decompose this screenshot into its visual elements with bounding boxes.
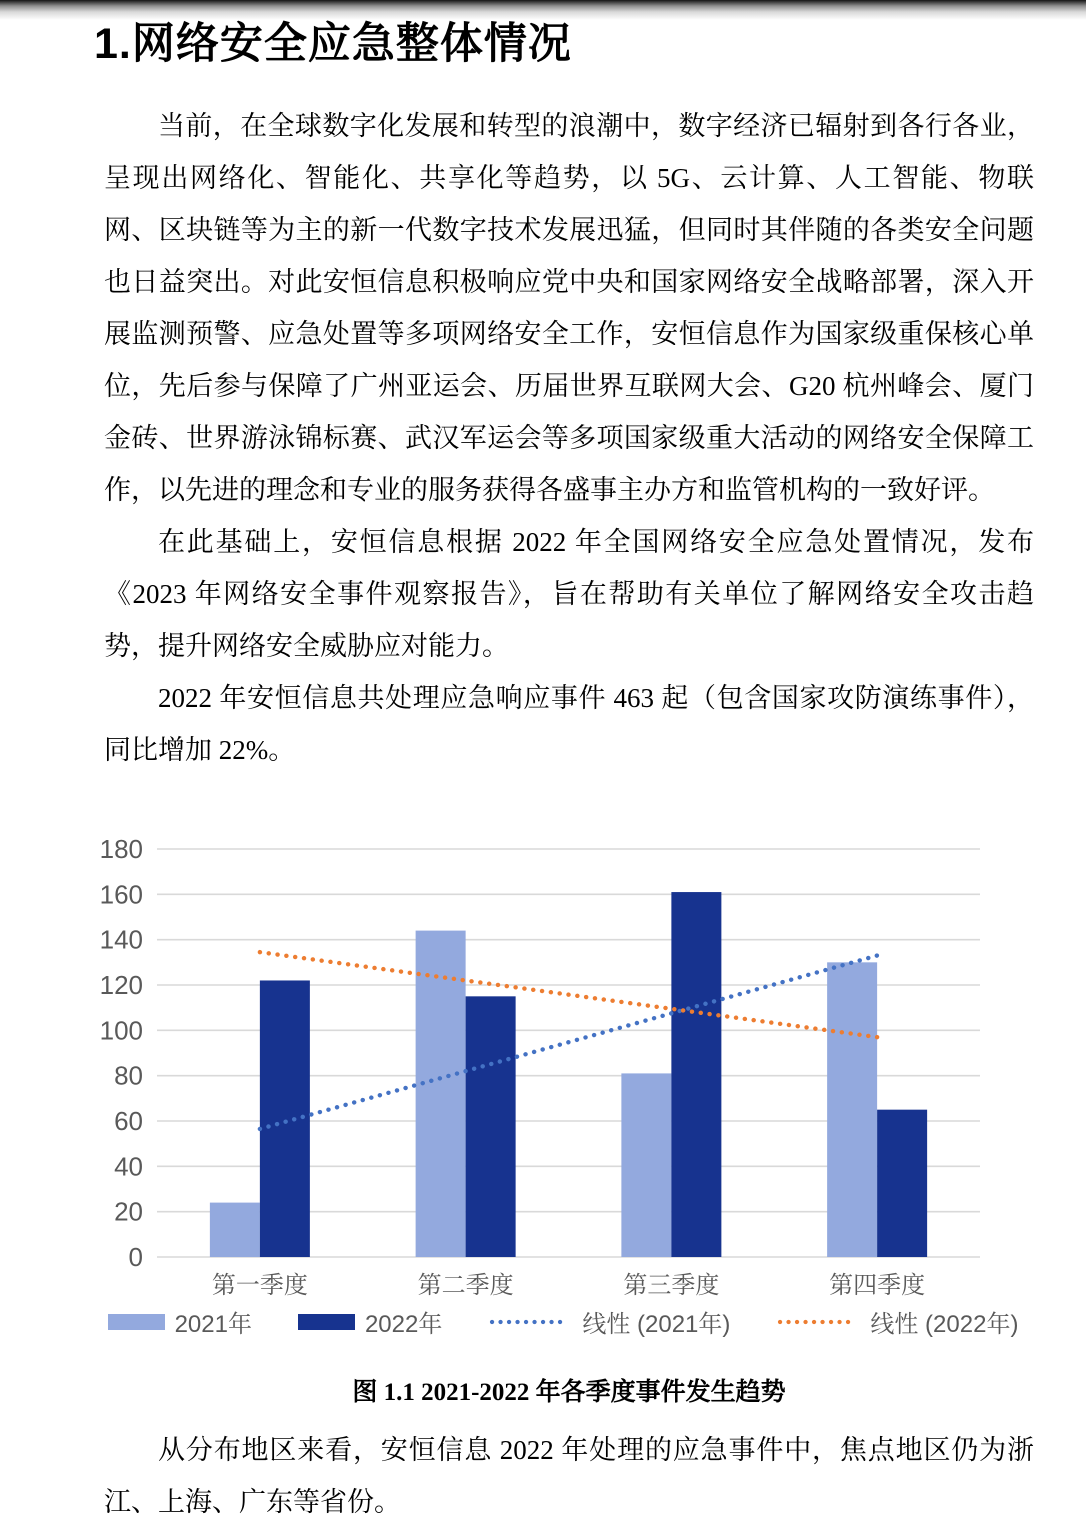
x-category-label-第四季度: 第四季度 [829, 1272, 926, 1298]
x-category-label-第三季度: 第三季度 [623, 1272, 720, 1298]
y-tick-label-140: 140 [99, 924, 143, 955]
x-category-label-第一季度: 第一季度 [211, 1272, 308, 1298]
y-tick-label-160: 160 [99, 879, 143, 910]
bar-2022年-第三季度 [671, 892, 721, 1257]
body-text [104, 100, 1034, 776]
y-tick-label-80: 80 [114, 1060, 143, 1091]
chart-plot-area [0, 838, 1086, 1298]
bar-2021年-第三季度 [621, 1073, 671, 1257]
y-tick-label-100: 100 [99, 1015, 143, 1046]
trendline-线性 (2022年) [260, 952, 877, 1037]
legend-swatch-dotted-line [488, 1317, 572, 1327]
x-category-label-第二季度: 第二季度 [417, 1272, 514, 1298]
y-tick-label-20: 20 [114, 1196, 143, 1227]
section-title: 1.网络安全应急整体情况 [94, 20, 572, 68]
legend-item-线性 (2022年) [776, 1304, 1018, 1339]
legend-item-2022年 [298, 1304, 442, 1339]
paragraph-report-release: 在此基础上，安恒信息根据 2022 年全国网络安全应急处置情况，发布《2023 年网络安全事件观察报告》，旨在帮助有关单位了解网络安全攻击趋势，提升网络安全威胁应对能力。 [104, 527, 1034, 661]
legend-label: 2021年 [174, 1311, 252, 1338]
bar-2021年-第一季度 [210, 1203, 260, 1257]
bar-2021年-第四季度 [827, 962, 877, 1257]
y-tick-label-180: 180 [99, 838, 143, 864]
chart-legend [20, 1304, 1086, 1339]
body-text-after-figure [104, 1424, 1034, 1528]
paragraph-regions: 从分布地区来看，安恒信息 2022 年处理的应急事件中，焦点地区仍为浙江、上海、广东等省份。 [104, 1435, 1034, 1517]
paragraph-incident-count: 2022 年安恒信息共处理应急响应事件 463 起（包含国家攻防演练事件），同比增加 22%。 [104, 683, 1034, 765]
trendline-线性 (2021年) [260, 956, 877, 1129]
bar-2022年-第二季度 [466, 996, 516, 1257]
legend-label: 线性 (2021年) [582, 1311, 731, 1338]
legend-item-线性 (2021年) [488, 1304, 730, 1339]
legend-swatch-bar [108, 1314, 165, 1330]
legend-label: 线性 (2022年) [870, 1311, 1019, 1338]
quarterly-events-chart [0, 838, 1086, 1343]
legend-swatch-dotted-line [776, 1317, 860, 1327]
y-tick-label-120: 120 [99, 970, 143, 1000]
legend-swatch-bar [298, 1314, 355, 1330]
y-tick-label-0: 0 [128, 1242, 143, 1272]
y-tick-label-60: 60 [114, 1106, 143, 1136]
y-tick-label-40: 40 [114, 1151, 143, 1182]
paragraph-intro: 当前，在全球数字化发展和转型的浪潮中，数字经济已辐射到各行各业，呈现出网络化、智能化、共享化等趋势，以 5G、云计算、人工智能、物联网、区块链等为主的新一代数字技术发展迅猛，但同时其伴随的各类安全问题也日益突出。对此安恒信息积极响应党中央和国家网络安全战略部署，深入开展监测预警、应急处置等多项网络安全工作，安恒信息作为国家级重保核心单位，先后参与保障了广州亚运会、历届世界互联网大会、G20 杭州峰会、厦门金砖、世界游泳锦标赛、武汉军运会等多项国家级重大活动的网络安全保障工作，以先进的理念和专业的服务获得各盛事主办方和监管机构的一致好评。 [104, 111, 1034, 505]
figure-caption: 图 1.1 2021-2022 年各季度事件发生趋势 [352, 1379, 786, 1406]
bar-2022年-第四季度 [877, 1110, 927, 1257]
legend-label: 2022年 [364, 1311, 443, 1338]
bar-2021年-第二季度 [416, 931, 466, 1257]
legend-item-2021年 [108, 1304, 252, 1339]
